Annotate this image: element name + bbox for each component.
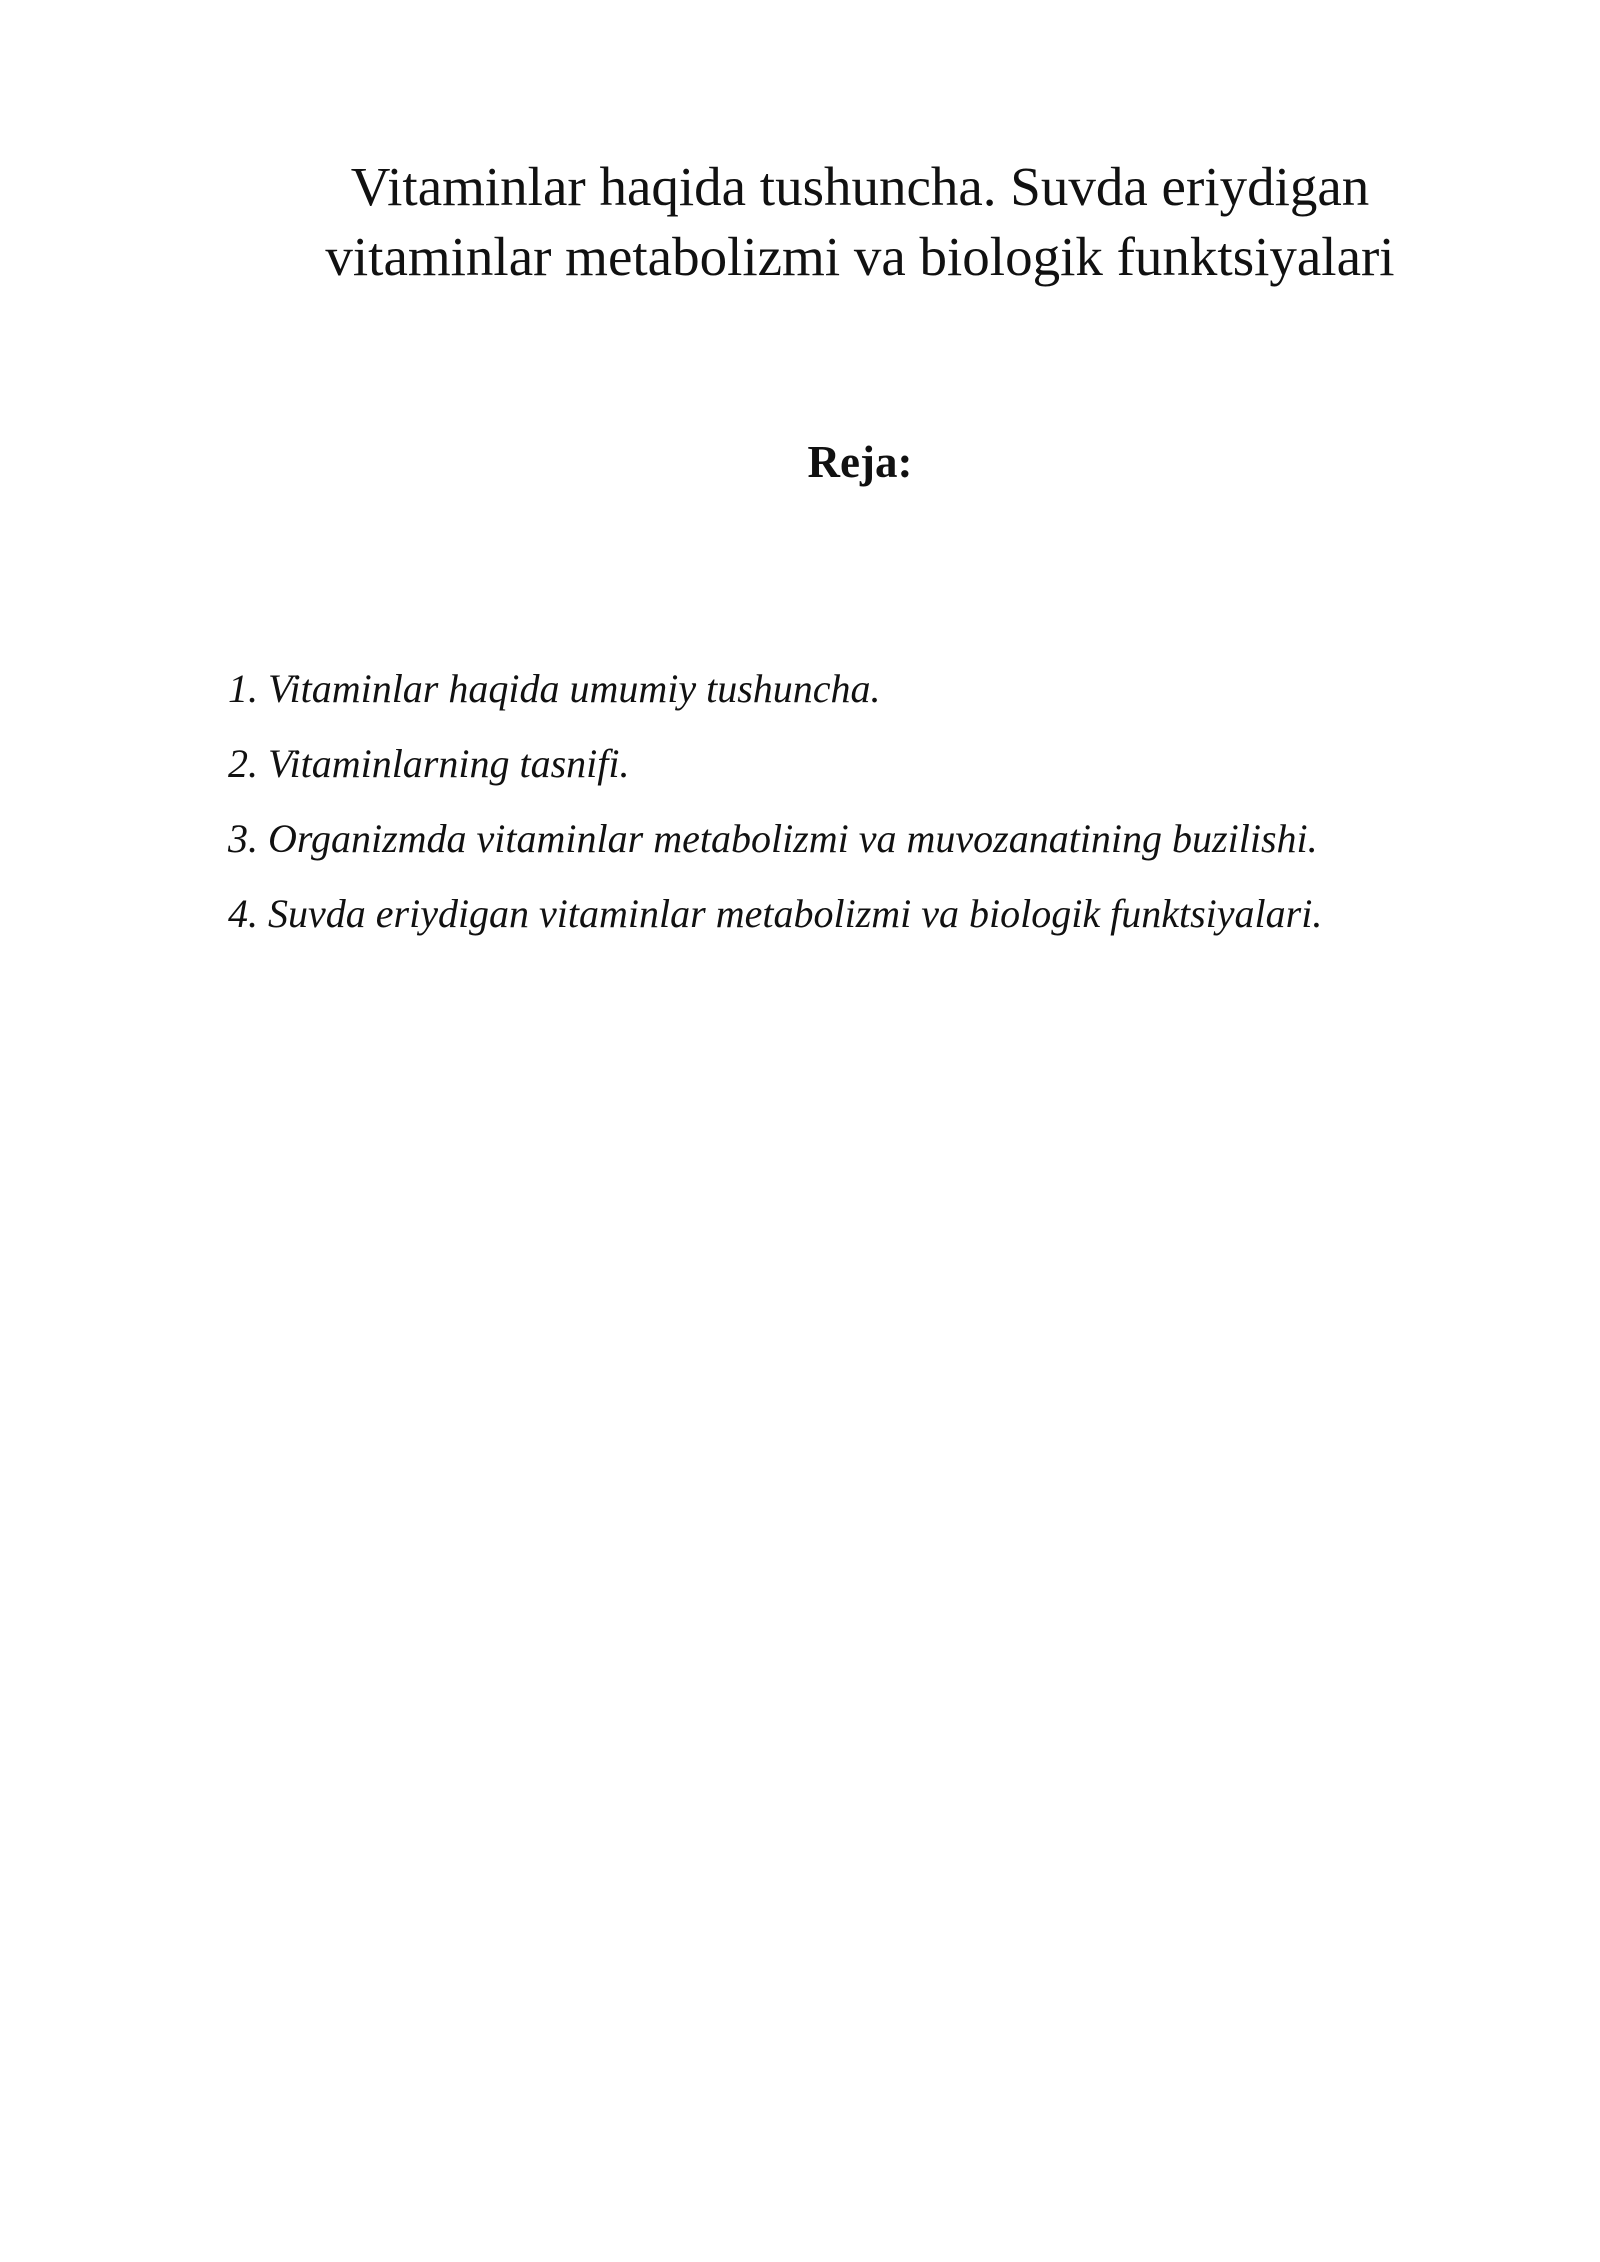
plan-list: [228, 664, 1322, 964]
document-title: [240, 152, 1480, 292]
title-line: vitaminlar metabolizmi va biologik funktsiyalari: [325, 226, 1395, 287]
title-line: Vitaminlar haqida tushuncha. Suvda eriydigan: [350, 156, 1370, 217]
plan-item: 3. Organizmda vitaminlar metabolizmi va muvozanatining buzilishi.: [228, 816, 1318, 861]
plan-heading: Reja:: [807, 437, 913, 487]
plan-item: 4. Suvda eriydigan vitaminlar metabolizmi va biologik funktsiyalari.: [228, 891, 1323, 936]
plan-item: 1. Vitaminlar haqida umumiy tushuncha.: [228, 666, 881, 711]
plan-item: 2. Vitaminlarning tasnifi.: [228, 741, 630, 786]
